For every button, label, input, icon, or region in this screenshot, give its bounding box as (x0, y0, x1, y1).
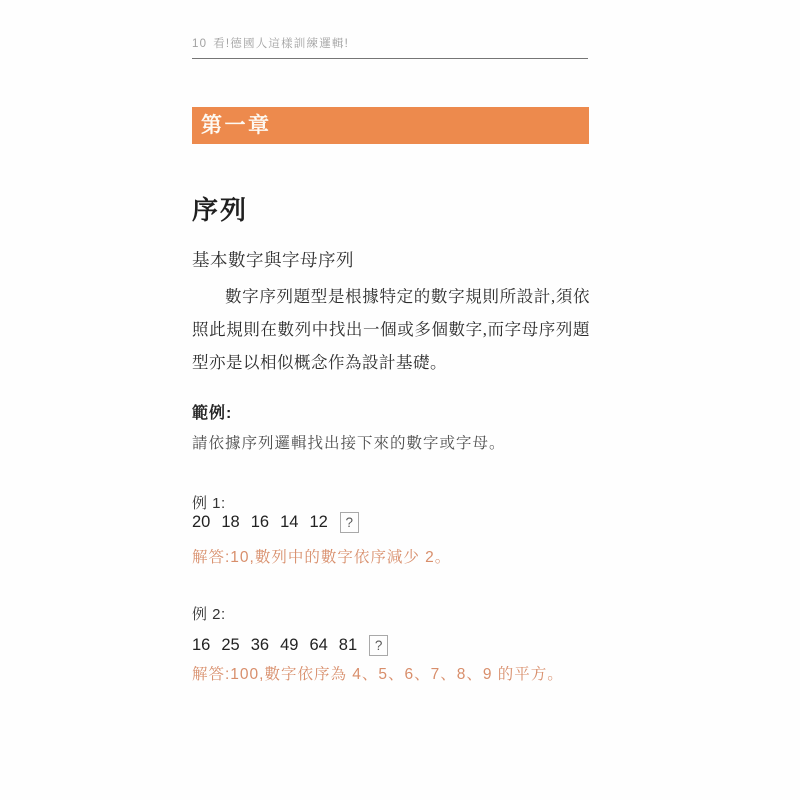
example-1-answer: 解答:10,數列中的數字依序減少 2。 (192, 549, 452, 566)
example-1-label: 例 1: (192, 495, 226, 512)
sequence-number: 36 (250, 636, 270, 654)
sequence-number: 18 (221, 513, 240, 531)
example-2-sequence (192, 635, 388, 656)
sequence-numbers (192, 636, 357, 655)
chapter-banner: 第一章 (192, 107, 589, 144)
running-header (192, 35, 588, 59)
sequence-number: 20 (192, 513, 211, 531)
sequence-numbers (192, 513, 328, 532)
intro-paragraph: 數字序列題型是根據特定的數字規則所設計,須依照此規則在數列中找出一個或多個數字,而字母序列題型亦是以相似概念作為設計基礎。 (192, 287, 590, 372)
example-section-header: 範例: (192, 405, 233, 422)
sequence-number: 12 (309, 513, 328, 531)
sequence-number: 25 (221, 636, 240, 654)
example-2-label: 例 2: (192, 606, 226, 623)
example-instruction: 請依據序列邏輯找出接下來的數字或字母。 (192, 435, 506, 452)
sequence-number: 14 (280, 513, 299, 531)
page-number: 10 (192, 38, 208, 50)
unknown-box: ? (340, 512, 359, 533)
section-title: 序列 (192, 196, 249, 225)
sequence-number: 81 (338, 636, 358, 654)
subsection-title: 基本數字與字母序列 (192, 250, 354, 270)
sequence-number: 49 (280, 636, 299, 654)
sequence-number: 64 (309, 636, 328, 654)
book-title: 看!德國人這樣訓練邏輯! (213, 38, 349, 50)
sequence-number: 16 (192, 636, 211, 654)
sequence-number: 16 (250, 513, 270, 531)
example-1-sequence (192, 512, 359, 533)
unknown-box: ? (369, 635, 388, 656)
example-2-answer: 解答:100,數字依序為 4、5、6、7、8、9 的平方。 (192, 666, 564, 683)
